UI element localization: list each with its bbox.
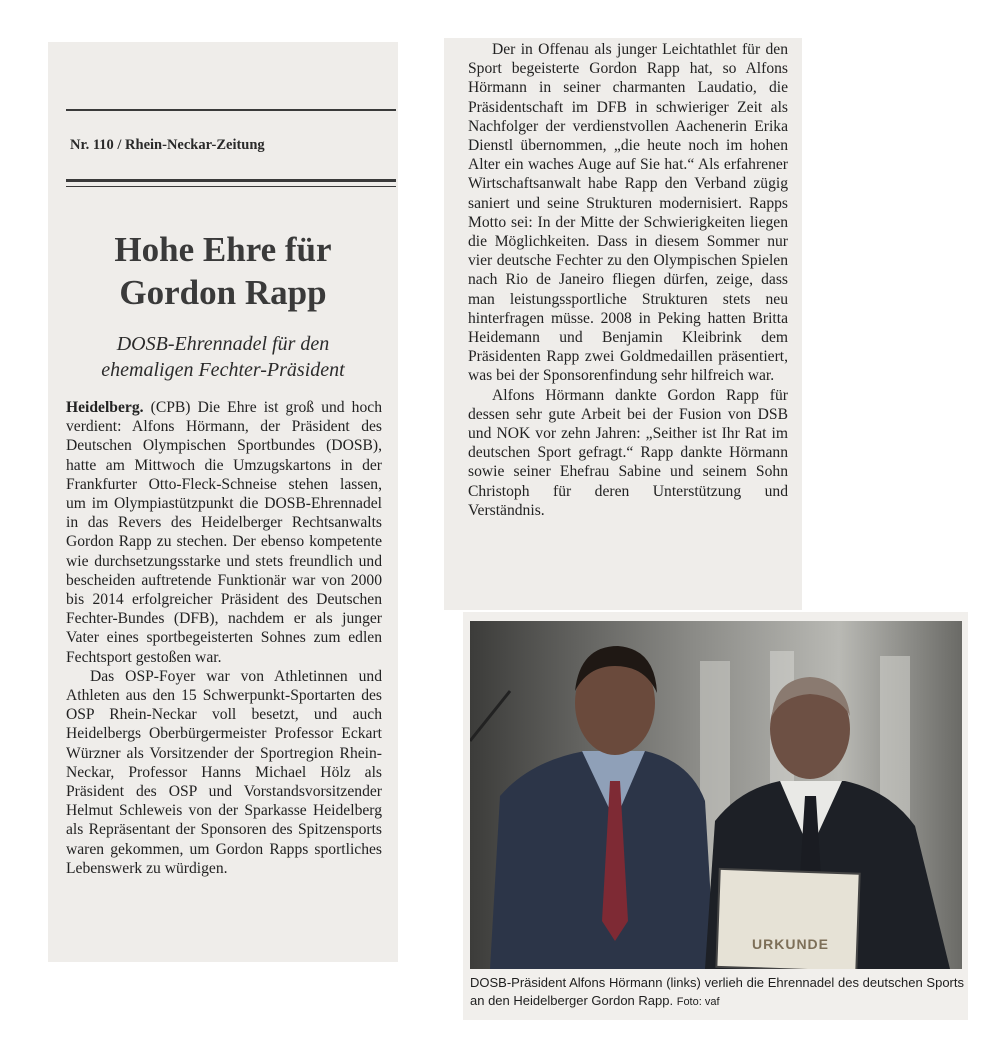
article-paragraph-3: Der in Offenau als junger Leichtathlet für den Sport begeisterte Gordon Rapp hat, so Alfons Hörmann in seiner charmanten Laudatio, die Präsidentschaft im DFB in schwieriger Zeit als Nachfolger der verdienstvollen Aachenerin Erika Dienstl übernommen, „die heute noch im hohen Alter ein waches Auge auf Sie hat.“ Als erfahrener Wirtschaftsanwalt habe Rapp den Verband zügig saniert und seine Strukturen modernisiert. Rapps Motto sei: In der Mitte der Schwierigkeiten liegen die Möglichkeiten. Dass in diesem Sommer nur vier deutsche Fechter zu den Olympischen Spielen nach Rio de Janeiro fliegen dürfen, zeige, dass man leistungssportliche Strukturen stets neu hinterfragen müsse. 2008 in Peking hatten Britta Heidemann und Benjamin Kleibrink dem Präsidenten Rapp zwei Goldmedaillen präsentiert, was bei der Sponsorenfindung sehr hilfreich war. [468,41,788,385]
masthead-bottom-rule-thin [66,186,396,187]
article-column-left [66,398,382,878]
award-photo-illustration [470,621,962,969]
photo-credit: Foto: vaf [676,996,720,1008]
article-paragraph-2: Das OSP-Foyer war von Athletinnen und Athleten aus den 15 Schwerpunkt-Sportarten des OSP Rhein-Neckar voll besetzt, und auch Heidelbergs Oberbürgermeister Professor Eckart Würzner als Vorsitzender der Sportregion Rhein-Neckar, Professor Hanns Michael Hölz als Präsident des OSP und Vorstandsvorsitzender Helmut Schleweis von der Sparkasse Heidelberg als Repräsentant der Sponsoren des Spitzensports waren gekommen, um Gordon Rapps sportliches Lebenswerk zu würdigen. [66,667,382,877]
dateline: Heidelberg. [66,399,144,416]
headline-line-1: Hohe Ehre für [114,230,332,269]
article-column-right [468,40,788,520]
award-photo [470,621,962,969]
headline-line-2: Gordon Rapp [119,273,327,312]
article-paragraph-1-text: (CPB) Die Ehre ist groß und hoch verdient: Alfons Hörmann, der Präsident des Deutschen Olympischen Sportbundes (DOSB), hatte am Mittwoch die Umzugskartons in der Frankfurter Otto-Fleck-Schneise stehen lassen, um im Olympiastützpunkt die DOSB-Ehrennadel in das Revers des Heidelberger Rechtsanwalts Gordon Rapp zu stechen. Der ebenso kompetente wie durchsetzungsstarke und stets freundlich und bescheiden auftretende Funktionär war von 2000 bis 2014 erfolgreicher Präsident des Deutschen Fechter-Bundes (DFB), nachdem er als junger Vater eines sportbegeisterten Sohnes zum edlen Fechtsport gestoßen war. [66,399,382,666]
article-paragraph-1 [66,398,382,667]
subheadline [48,331,398,383]
headline [48,228,398,314]
masthead-top-rule [66,109,396,111]
photo-caption [470,974,964,1011]
masthead: Nr. 110 / Rhein-Neckar-Zeitung [70,137,265,153]
photo-caption-text: DOSB-Präsident Alfons Hörmann (links) verlieh die Ehrennadel des deutschen Sports an den Heidelberger Gordon Rapp. [470,975,964,1008]
subheadline-line-2: ehemaligen Fechter-Präsident [101,359,345,381]
subheadline-line-1: DOSB-Ehrennadel für den [116,333,330,355]
certificate-label: URKUNDE [752,936,829,952]
masthead-bottom-rule-thick [66,179,396,182]
article-paragraph-4: Alfons Hörmann dankte Gordon Rapp für dessen sehr gute Arbeit bei der Fusion von DSB und NOK vor zehn Jahren: „Seither ist Ihr Rat im deutschen Sport gefragt.“ Rapp dankte Hörmann sowie seiner Ehefrau Sabine und seinem Sohn Christoph für deren Unterstützung und Verständnis. [468,386,788,519]
